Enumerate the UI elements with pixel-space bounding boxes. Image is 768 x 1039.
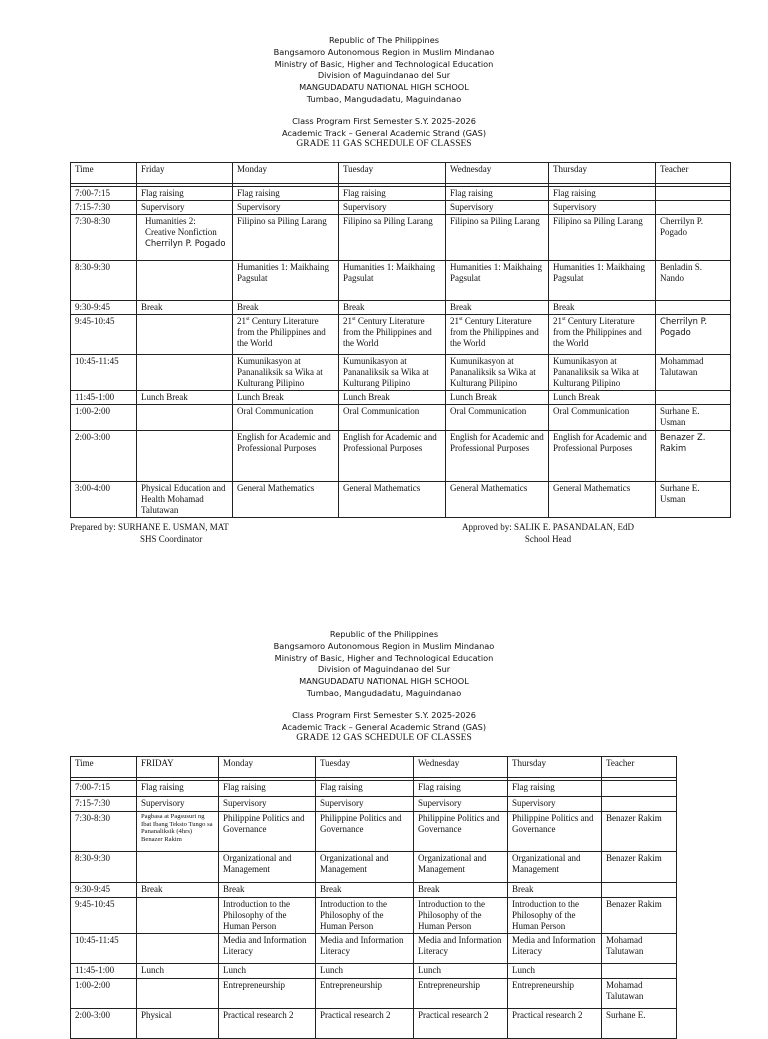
table-cell: Introduction to the Philosophy of the Human Person	[219, 898, 316, 934]
table-cell: Practical research 2	[508, 1009, 602, 1039]
table-cell: Supervisory	[316, 797, 414, 812]
teacher-cell: Mohammad Talutawan	[656, 355, 731, 391]
table-cell: Supervisory	[508, 797, 602, 812]
page-title: GRADE 12 GAS SCHEDULE OF CLASSES	[296, 733, 472, 744]
table-row	[71, 355, 731, 391]
table-cell: Filipino sa Piling Larang	[339, 215, 446, 261]
prepared-by-name: Prepared by: SURHANE E. USMAN, MAT	[70, 522, 229, 532]
table-row	[71, 898, 677, 934]
literature-title: Century Literature from the Philippines and the World	[553, 316, 642, 348]
table-cell: Break	[219, 883, 316, 898]
table-cell: Flag raising	[446, 187, 549, 201]
table-cell: Philippine Politics and Governance	[219, 812, 316, 852]
table-row	[71, 431, 731, 482]
teacher-cell	[656, 391, 731, 405]
table-cell: Flag raising	[137, 781, 219, 797]
time-cell: 9:30-9:45	[71, 883, 137, 898]
table-cell: Practical research 2	[219, 1009, 316, 1039]
header-ministry: Ministry of Basic, Higher and Technological Education	[274, 58, 494, 69]
table-cell: Flag raising	[219, 781, 316, 797]
table-cell: Flag raising	[549, 187, 656, 201]
table-cell: Philippine Politics and Governance	[414, 812, 508, 852]
table-cell: Supervisory	[219, 797, 316, 812]
table-cell	[233, 315, 339, 355]
teacher-cell: Surhane E. Usman	[656, 405, 731, 431]
header-ministry: Ministry of Basic, Higher and Technological Education	[274, 652, 494, 663]
table-cell: Practical research 2	[414, 1009, 508, 1039]
teacher-cell: Surhane E.	[602, 1009, 677, 1039]
table-cell: English for Academic and Professional Purposes	[233, 431, 339, 482]
table-row	[71, 215, 731, 261]
grade11-schedule-table	[70, 162, 731, 518]
time-cell: 10:45-11:45	[71, 934, 137, 964]
table-cell	[137, 261, 233, 301]
literature-suffix: st	[352, 316, 356, 322]
friday-cell	[137, 215, 233, 261]
table-cell	[137, 431, 233, 482]
grade12-header	[0, 594, 768, 744]
table-cell: Humanities 1: Maikhaing Pagsulat	[446, 261, 549, 301]
literature-number: 21	[553, 316, 562, 326]
table-cell: Kumunikasyon at Pananaliksik sa Wika at Kulturang Pilipino	[446, 355, 549, 391]
column-header: Teacher	[602, 757, 677, 778]
table-cell: Media and Information Literacy	[316, 934, 414, 964]
header-school: MANGUDADATU NATIONAL HIGH SCHOOL	[299, 676, 469, 687]
table-cell: Kumunikasyon at Pananaliksik sa Wika at Kulturang Pilipino	[233, 355, 339, 391]
table-cell: Break	[316, 883, 414, 898]
table-row	[71, 979, 677, 1009]
time-cell: 7:30-8:30	[71, 215, 137, 261]
time-cell: 7:00-7:15	[71, 781, 137, 797]
header-division: Division of Maguindanao del Sur	[317, 70, 451, 81]
literature-title: Century Literature from the Philippines and the World	[237, 316, 326, 348]
time-cell: 8:30-9:30	[71, 852, 137, 883]
time-cell: 2:00-3:00	[71, 431, 137, 482]
table-cell	[137, 852, 219, 883]
grade11-header	[0, 0, 768, 150]
column-header: Tuesday	[316, 757, 414, 778]
table-cell: Supervisory	[137, 797, 219, 812]
teacher-cell	[602, 883, 677, 898]
table-cell: Break	[549, 301, 656, 315]
table-row	[71, 781, 677, 797]
table-cell: Pagbasa at Pagsusuri ng Ibat Ibang Teksto Tungo sa Pananaliksik (4hrs) Benazer Rakim	[137, 812, 219, 852]
header-division: Division of Maguindanao del Sur	[317, 664, 451, 675]
time-cell: 11:45-1:00	[71, 964, 137, 979]
table-row	[71, 852, 677, 883]
table-cell: Entrepreneurship	[508, 979, 602, 1009]
teacher-cell: Benladin S. Nando	[656, 261, 731, 301]
header-class-program: Class Program First Semester S.Y. 2025-2026	[292, 709, 476, 720]
column-header: Thursday	[549, 163, 656, 184]
table-cell: Organizational and Management	[316, 852, 414, 883]
teacher-cell: Surhane E. Usman	[656, 482, 731, 518]
approved-by	[456, 522, 640, 545]
table-cell: Entrepreneurship	[414, 979, 508, 1009]
table-cell	[339, 315, 446, 355]
table-cell: Filipino sa Piling Larang	[549, 215, 656, 261]
column-header: Thursday	[508, 757, 602, 778]
table-cell: Break	[446, 301, 549, 315]
table-cell: Entrepreneurship	[219, 979, 316, 1009]
time-cell: 9:45-10:45	[71, 315, 137, 355]
table-cell: English for Academic and Professional Purposes	[446, 431, 549, 482]
time-cell: 9:45-10:45	[71, 898, 137, 934]
table-cell: English for Academic and Professional Purposes	[549, 431, 656, 482]
table-cell	[137, 355, 233, 391]
column-header: FRIDAY	[137, 757, 219, 778]
table-cell	[137, 315, 233, 355]
table-row	[71, 964, 677, 979]
teacher-name: Cherrilyn P. Pogado	[145, 238, 226, 248]
table-cell	[137, 934, 219, 964]
table-cell: Oral Communication	[339, 405, 446, 431]
header-republic: Republic of the Philippines	[329, 629, 439, 639]
table-cell: Practical research 2	[316, 1009, 414, 1039]
table-cell	[137, 405, 233, 431]
table-cell: Oral Communication	[549, 405, 656, 431]
literature-suffix: st	[246, 316, 250, 322]
teacher-cell: Mohamad Talutawan	[602, 979, 677, 1009]
table-cell: Lunch	[316, 964, 414, 979]
literature-suffix: st	[562, 316, 566, 322]
page-title: GRADE 11 GAS SCHEDULE OF CLASSES	[296, 139, 472, 150]
table-cell: Media and Information Literacy	[414, 934, 508, 964]
table-row	[71, 201, 731, 215]
table-row	[71, 315, 731, 355]
table-cell: Break	[137, 883, 219, 898]
table-cell: Supervisory	[549, 201, 656, 215]
table-cell: Physical	[137, 1009, 219, 1039]
time-cell: 7:15-7:30	[71, 201, 137, 215]
table-cell: Organizational and Management	[414, 852, 508, 883]
grade12-page	[0, 594, 768, 1020]
table-cell: Introduction to the Philosophy of the Human Person	[508, 898, 602, 934]
table-cell: Introduction to the Philosophy of the Human Person	[316, 898, 414, 934]
table-cell: Lunch	[137, 964, 219, 979]
table-cell: Lunch Break	[446, 391, 549, 405]
table-cell: Introduction to the Philosophy of the Human Person	[414, 898, 508, 934]
prepared-by	[70, 522, 229, 545]
table-cell: Lunch	[219, 964, 316, 979]
table-cell: Lunch Break	[137, 391, 233, 405]
teacher-cell	[656, 201, 731, 215]
table-row	[71, 301, 731, 315]
table-cell: Lunch	[508, 964, 602, 979]
teacher-cell	[656, 301, 731, 315]
table-cell: Supervisory	[339, 201, 446, 215]
table-cell: Filipino sa Piling Larang	[233, 215, 339, 261]
table-cell: Supervisory	[446, 201, 549, 215]
table-header-row	[71, 757, 677, 778]
table-cell: Organizational and Management	[219, 852, 316, 883]
column-header: Wednesday	[414, 757, 508, 778]
header-republic: Republic of The Philippines	[328, 35, 440, 45]
table-row	[71, 812, 677, 852]
table-cell: Break	[137, 301, 233, 315]
table-cell: Supervisory	[414, 797, 508, 812]
table-row	[71, 883, 677, 898]
header-address: Tumbao, Mangudadatu, Maguindanao	[306, 687, 462, 698]
time-cell: 7:00-7:15	[71, 187, 137, 201]
table-cell: Media and Information Literacy	[219, 934, 316, 964]
column-header: Friday	[137, 163, 233, 184]
table-cell: General Mathematics	[233, 482, 339, 518]
table-cell	[446, 315, 549, 355]
table-cell: Flag raising	[339, 187, 446, 201]
literature-number: 21	[343, 316, 352, 326]
header-track: Academic Track – General Academic Strand (GAS)	[281, 127, 487, 138]
approved-by-role: School Head	[524, 533, 572, 544]
column-header: Time	[71, 757, 137, 778]
table-cell: Entrepreneurship	[316, 979, 414, 1009]
table-row	[71, 934, 677, 964]
header-school: MANGUDADATU NATIONAL HIGH SCHOOL	[299, 82, 469, 93]
table-cell: Lunch Break	[549, 391, 656, 405]
table-cell: Humanities 1: Maikhaing Pagsulat	[549, 261, 656, 301]
header-track: Academic Track – General Academic Strand (GAS)	[281, 721, 487, 732]
table-cell: Flag raising	[414, 781, 508, 797]
header-class-program: Class Program First Semester S.Y. 2025-2026	[292, 115, 476, 126]
column-header: Monday	[219, 757, 316, 778]
table-cell: Humanities 1: Maikhaing Pagsulat	[233, 261, 339, 301]
table-cell: Lunch Break	[233, 391, 339, 405]
table-cell: Flag raising	[508, 781, 602, 797]
table-cell	[137, 979, 219, 1009]
time-cell: 9:30-9:45	[71, 301, 137, 315]
table-cell: Media and Information Literacy	[508, 934, 602, 964]
table-cell: General Mathematics	[339, 482, 446, 518]
table-row	[71, 405, 731, 431]
teacher-cell: Benazer Rakim	[602, 898, 677, 934]
teacher-cell	[602, 781, 677, 797]
table-cell: Kumunikasyon at Pananaliksik sa Wika at Kulturang Pilipino	[339, 355, 446, 391]
teacher-cell	[656, 187, 731, 201]
table-cell: Filipino sa Piling Larang	[446, 215, 549, 261]
teacher-cell: Mohamad Talutawan	[602, 934, 677, 964]
table-cell: Humanities 1: Maikhaing Pagsulat	[339, 261, 446, 301]
literature-title: Century Literature from the Philippines and the World	[450, 316, 539, 348]
table-row	[71, 187, 731, 201]
approved-by-name: Approved by: SALIK E. PASANDALAN, EdD	[462, 522, 634, 532]
column-header: Time	[71, 163, 137, 184]
table-cell: Philippine Politics and Governance	[508, 812, 602, 852]
table-cell: General Mathematics	[549, 482, 656, 518]
table-cell: Break	[508, 883, 602, 898]
table-cell: Physical Education and Health Mohamad Talutawan	[137, 482, 233, 518]
column-header: Wednesday	[446, 163, 549, 184]
table-cell: Flag raising	[137, 187, 233, 201]
column-header: Monday	[233, 163, 339, 184]
teacher-cell: Cherrilyn P. Pogado	[656, 315, 731, 355]
time-cell: 10:45-11:45	[71, 355, 137, 391]
table-cell: Flag raising	[316, 781, 414, 797]
teacher-cell	[602, 964, 677, 979]
header-region: Bangsamoro Autonomous Region in Muslim Mindanao	[273, 46, 495, 57]
teacher-cell	[602, 797, 677, 812]
table-row	[71, 261, 731, 301]
table-header-row	[71, 163, 731, 184]
table-cell: Supervisory	[137, 201, 233, 215]
table-cell: Break	[339, 301, 446, 315]
table-cell: Oral Communication	[446, 405, 549, 431]
time-cell: 2:00-3:00	[71, 1009, 137, 1039]
table-cell: Break	[233, 301, 339, 315]
teacher-cell: Benazer Z. Rakim	[656, 431, 731, 482]
time-cell: 7:30-8:30	[71, 812, 137, 852]
table-cell: Supervisory	[233, 201, 339, 215]
table-cell: Philippine Politics and Governance	[316, 812, 414, 852]
table-cell	[137, 898, 219, 934]
table-cell: General Mathematics	[446, 482, 549, 518]
time-cell: 11:45-1:00	[71, 391, 137, 405]
table-cell	[549, 315, 656, 355]
time-cell: 1:00-2:00	[71, 405, 137, 431]
subject-text: Humanities 2: Creative Nonfiction	[145, 216, 217, 237]
grade12-schedule-table	[70, 756, 677, 1039]
table-cell: Kumunikasyon at Pananaliksik sa Wika at Kulturang Pilipino	[549, 355, 656, 391]
literature-suffix: st	[459, 316, 463, 322]
time-cell: 7:15-7:30	[71, 797, 137, 812]
table-row	[71, 797, 677, 812]
table-cell: Break	[414, 883, 508, 898]
table-cell: English for Academic and Professional Purposes	[339, 431, 446, 482]
table-row	[71, 391, 731, 405]
table-cell: Oral Communication	[233, 405, 339, 431]
literature-number: 21	[237, 316, 246, 326]
table-cell: Lunch Break	[339, 391, 446, 405]
teacher-cell: Benazer Rakim	[602, 852, 677, 883]
table-cell: Lunch	[414, 964, 508, 979]
header-region: Bangsamoro Autonomous Region in Muslim Mindanao	[273, 640, 495, 651]
literature-number: 21	[450, 316, 459, 326]
table-row	[71, 482, 731, 518]
table-cell: Flag raising	[233, 187, 339, 201]
prepared-by-role: SHS Coordinator	[140, 533, 203, 544]
teacher-cell: Benazer Rakim	[602, 812, 677, 852]
time-cell: 3:00-4:00	[71, 482, 137, 518]
teacher-cell: Cherrilyn P. Pogado	[656, 215, 731, 261]
time-cell: 1:00-2:00	[71, 979, 137, 1009]
column-header: Teacher	[656, 163, 731, 184]
time-cell: 8:30-9:30	[71, 261, 137, 301]
literature-title: Century Literature from the Philippines and the World	[343, 316, 432, 348]
table-cell: Organizational and Management	[508, 852, 602, 883]
header-address: Tumbao, Mangudadatu, Maguindanao	[306, 93, 462, 104]
column-header: Tuesday	[339, 163, 446, 184]
